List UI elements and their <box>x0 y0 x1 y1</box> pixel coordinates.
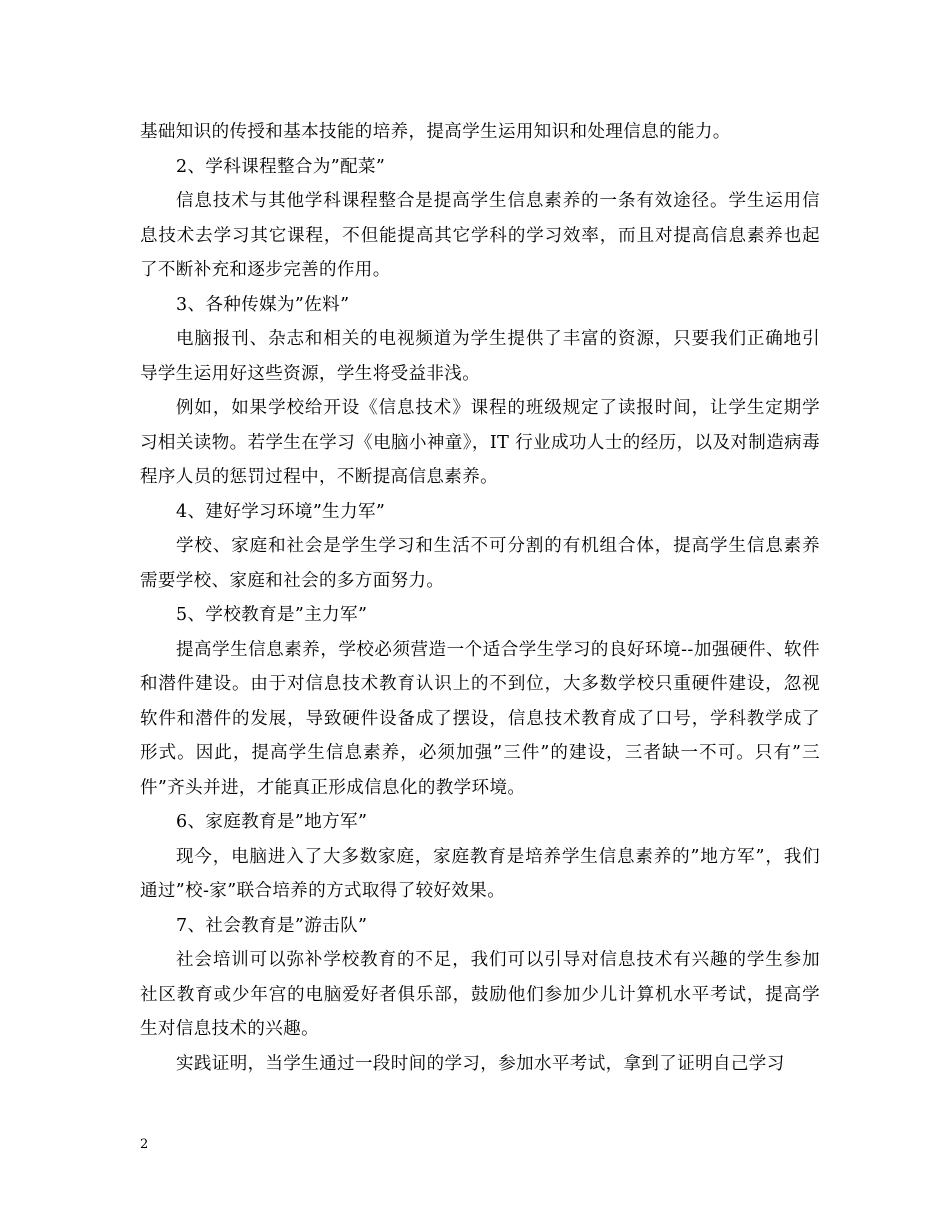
paragraph: 现今，电脑进入了大多数家庭，家庭教育是培养学生信息素养的”地方军”，我们通过”校-家”联合培养的方式取得了较好效果。 <box>140 846 820 901</box>
paragraph: 提高学生信息素养，学校必须营造一个适合学生学习的良好环境--加强硬件、软件和潜件建设。由于对信息技术教育认识上的不到位，大多数学校只重硬件建设，忽视软件和潜件的发展，导致硬件设备成了摆设，信息技术教育成了口号，学科教学成了形式。因此，提高学生信息素养，必须加强”三件”的建设，三者缺一不可。只有”三件”齐头并进，才能真正形成信息化的教学环境。 <box>140 639 820 798</box>
section-heading: 6、家庭教育是”地方军” <box>176 812 368 832</box>
paragraph-continuation: 基础知识的传授和基本技能的培养，提高学生运用知识和处理信息的能力。 <box>140 122 731 142</box>
section-heading: 2、学科课程整合为”配菜” <box>176 156 386 177</box>
section-heading: 3、各种传媒为”佐料” <box>176 294 350 315</box>
document-body <box>140 115 820 1081</box>
section-heading: 7、社会教育是”游击队” <box>176 915 368 936</box>
paragraph: 社会培训可以弥补学校教育的不足，我们可以引导对信息技术有兴趣的学生参加社区教育或少年宫的电脑爱好者俱乐部，鼓励他们参加少儿计算机水平考试，提高学生对信息技术的兴趣。 <box>140 950 820 1039</box>
section-heading: 5、学校教育是”主力军” <box>176 605 368 625</box>
paragraph: 学校、家庭和社会是学生学习和生活不可分割的有机组合体，提高学生信息素养需要学校、家庭和社会的多方面努力。 <box>140 536 820 591</box>
section-heading: 4、建好学习环境”生力军” <box>176 501 386 522</box>
paragraph: 实践证明，当学生通过一段时间的学习，参加水平考试，拿到了证明自己学习 <box>176 1053 785 1074</box>
paragraph: 例如，如果学校给开设《信息技术》课程的班级规定了读报时间，让学生定期学习相关读物。若学生在学习《电脑小神童》，IT 行业成功人士的经历，以及对制造病毒程序人员的惩罚过程中，不断提高信息素养。 <box>140 398 820 487</box>
paragraph: 电脑报刊、杂志和相关的电视频道为学生提供了丰富的资源，只要我们正确地引导学生运用好这些资源，学生将受益非浅。 <box>140 329 820 384</box>
page-number: 2 <box>140 1137 149 1152</box>
paragraph: 信息技术与其他学科课程整合是提高学生信息素养的一条有效途径。学生运用信息技术去学习其它课程，不但能提高其它学科的学习效率，而且对提高信息素养也起了不断补充和逐步完善的作用。 <box>140 191 820 280</box>
